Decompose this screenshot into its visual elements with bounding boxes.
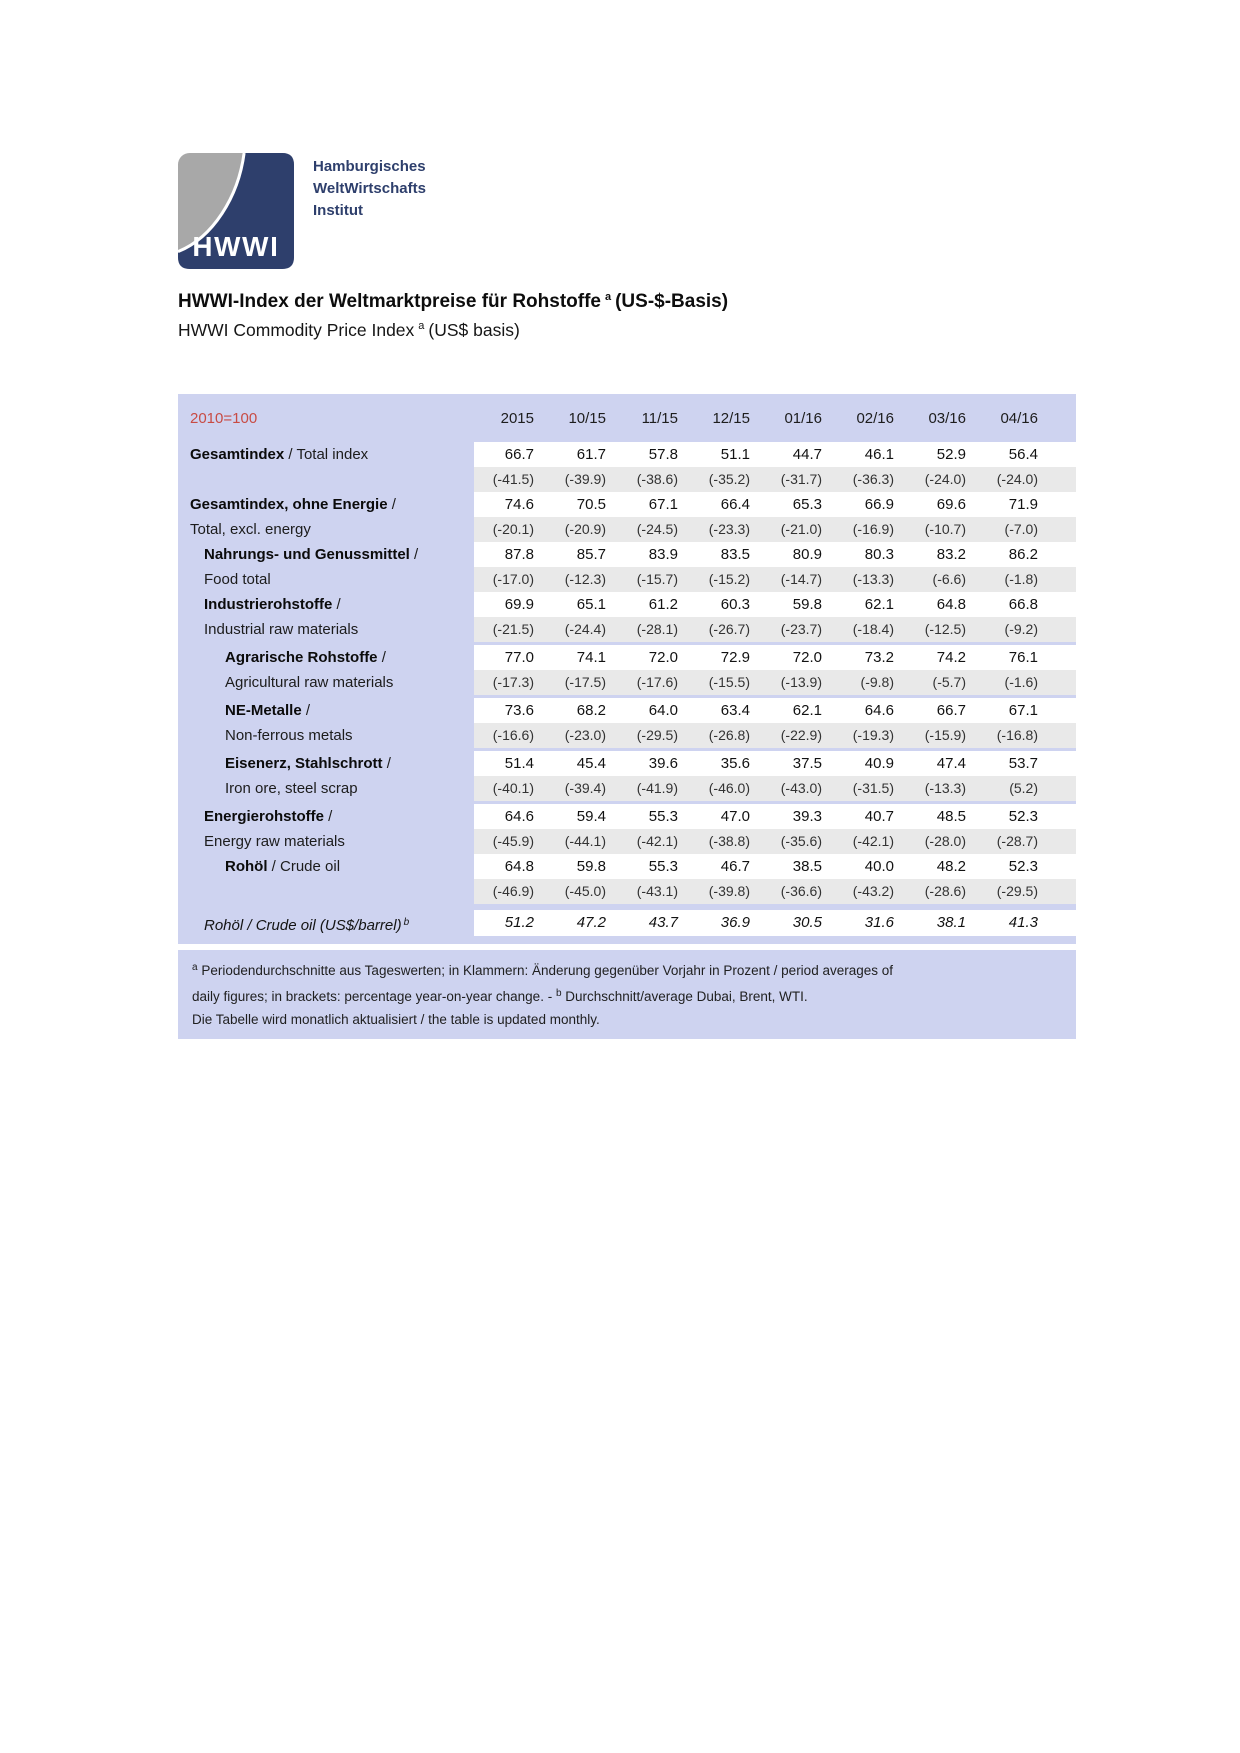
row-label-de-bold: Eisenerz, Stahlschrott <box>225 755 383 772</box>
index-value-cell: 83.2 <box>906 542 978 567</box>
index-value-cell: 71.9 <box>978 492 1050 517</box>
table-row-group <box>178 442 1076 492</box>
footnote-line-1 <box>192 956 1062 982</box>
oil-usd-row-group <box>178 910 1076 936</box>
index-value-cell: 74.1 <box>546 645 618 670</box>
row-label-de <box>178 442 474 467</box>
yoy-change-cell: (-26.7) <box>690 617 762 642</box>
yoy-change-cell: (-38.6) <box>618 467 690 492</box>
yoy-change-cell: (-46.0) <box>690 776 762 801</box>
yoy-change-cell: (-14.7) <box>762 567 834 592</box>
row-filler <box>1050 592 1076 617</box>
row-label-en <box>178 467 474 492</box>
yoy-change-cell: (-44.1) <box>546 829 618 854</box>
index-value-cell: 52.3 <box>978 854 1050 879</box>
hwwi-logo-icon <box>178 152 294 270</box>
index-value-cell: 65.1 <box>546 592 618 617</box>
index-value-cell: 59.8 <box>762 592 834 617</box>
index-value-cell: 40.9 <box>834 751 906 776</box>
index-value-cell: 66.7 <box>474 442 546 467</box>
yoy-change-line <box>178 517 1076 542</box>
index-value-cell: 37.5 <box>762 751 834 776</box>
table-row-group <box>178 542 1076 592</box>
row-label-de <box>178 854 474 879</box>
oil-usd-line <box>178 910 1076 936</box>
yoy-change-cell: (-41.9) <box>618 776 690 801</box>
table-row-group <box>178 492 1076 542</box>
row-label-separator: / <box>409 546 419 563</box>
yoy-change-cell: (-9.2) <box>978 617 1050 642</box>
yoy-change-cell: (-24.4) <box>546 617 618 642</box>
yoy-change-cell: (-46.9) <box>474 879 546 904</box>
index-value-cell: 66.9 <box>834 492 906 517</box>
yoy-change-cell: (-24.5) <box>618 517 690 542</box>
index-value-cell: 72.9 <box>690 645 762 670</box>
org-line-3: Institut <box>313 202 363 219</box>
index-value-cell: 64.6 <box>474 804 546 829</box>
index-value-cell: 67.1 <box>978 698 1050 723</box>
row-label-de <box>178 698 474 723</box>
yoy-change-cell: (-20.9) <box>546 517 618 542</box>
yoy-change-cell: (-23.3) <box>690 517 762 542</box>
row-filler <box>1050 723 1076 748</box>
yoy-change-cell: (-13.3) <box>834 567 906 592</box>
column-header: 02/16 <box>856 409 894 427</box>
table-row-group <box>178 592 1076 642</box>
oil-usd-value-cell: 30.5 <box>762 910 834 936</box>
index-value-cell: 83.5 <box>690 542 762 567</box>
yoy-change-cell: (-36.3) <box>834 467 906 492</box>
row-label-separator: / Crude oil <box>267 858 341 875</box>
yoy-change-cell: (-45.9) <box>474 829 546 854</box>
commodity-price-table <box>178 394 1076 944</box>
footnote-text-2a: daily figures; in brackets: percentage year-on-year change. - <box>192 989 556 1004</box>
row-label-en: Total, excl. energy <box>190 521 311 538</box>
yoy-change-cell: (-41.5) <box>474 467 546 492</box>
yoy-change-cell: (-13.3) <box>906 776 978 801</box>
index-value-cell: 64.0 <box>618 698 690 723</box>
row-filler <box>1050 829 1076 854</box>
yoy-change-cell: (-36.6) <box>762 879 834 904</box>
row-label-separator: / Total index <box>284 446 369 463</box>
yoy-change-cell: (-12.3) <box>546 567 618 592</box>
index-value-cell: 48.2 <box>906 854 978 879</box>
index-value-cell: 48.5 <box>906 804 978 829</box>
oil-usd-value-cell: 51.2 <box>474 910 546 936</box>
oil-usd-value-cell: 47.2 <box>546 910 618 936</box>
yoy-change-cell: (-1.6) <box>978 670 1050 695</box>
index-value-cell: 70.5 <box>546 492 618 517</box>
column-header: 03/16 <box>928 409 966 427</box>
column-header: 2015 <box>500 409 534 427</box>
index-value-cell: 80.3 <box>834 542 906 567</box>
row-label-en: Iron ore, steel scrap <box>225 780 358 797</box>
index-value-cell: 69.6 <box>906 492 978 517</box>
row-filler <box>1050 776 1076 801</box>
index-value-cell: 72.0 <box>762 645 834 670</box>
org-line-2: WeltWirtschafts <box>313 180 426 197</box>
yoy-change-cell: (-15.7) <box>618 567 690 592</box>
index-value-cell: 83.9 <box>618 542 690 567</box>
oil-usd-label-text: Rohöl / Crude oil (US$/barrel) <box>204 917 402 934</box>
row-filler <box>1050 751 1076 776</box>
yoy-change-cell: (-31.5) <box>834 776 906 801</box>
logo-acronym-text: HWWI <box>192 231 280 263</box>
footnote-line-2 <box>192 982 1062 1008</box>
title-de-text: HWWI-Index der Weltmarktpreise für Rohstoffe <box>178 291 601 312</box>
yoy-change-cell: (-7.0) <box>978 517 1050 542</box>
row-label-de-bold: Gesamtindex <box>190 446 285 463</box>
row-label-de-bold: Agrarische Rohstoffe <box>225 649 378 666</box>
row-label-de-bold: Nahrungs- und Genussmittel <box>204 546 410 563</box>
index-value-line <box>178 592 1076 617</box>
row-label-de-bold: Industrierohstoffe <box>204 596 333 613</box>
row-label-de-bold: Energierohstoffe <box>204 808 325 825</box>
base-year-label: 2010=100 <box>190 409 258 427</box>
row-label-separator: / <box>324 808 333 825</box>
index-value-cell: 66.4 <box>690 492 762 517</box>
yoy-change-cell: (-21.0) <box>762 517 834 542</box>
yoy-change-cell: (-10.7) <box>906 517 978 542</box>
index-value-cell: 57.8 <box>618 442 690 467</box>
index-value-cell: 73.6 <box>474 698 546 723</box>
row-label-de-bold: NE-Metalle <box>225 702 302 719</box>
yoy-change-cell: (-39.8) <box>690 879 762 904</box>
yoy-change-cell: (-43.1) <box>618 879 690 904</box>
index-value-cell: 59.4 <box>546 804 618 829</box>
index-value-cell: 65.3 <box>762 492 834 517</box>
row-filler <box>1050 542 1076 567</box>
index-value-cell: 61.2 <box>618 592 690 617</box>
table-body <box>178 442 1076 936</box>
index-value-cell: 52.3 <box>978 804 1050 829</box>
index-value-line <box>178 492 1076 517</box>
index-value-line <box>178 804 1076 829</box>
yoy-change-cell: (-23.0) <box>546 723 618 748</box>
index-value-cell: 77.0 <box>474 645 546 670</box>
index-value-cell: 64.8 <box>474 854 546 879</box>
org-line-1: Hamburgisches <box>313 158 426 175</box>
row-label-de <box>178 751 474 776</box>
index-value-cell: 59.8 <box>546 854 618 879</box>
index-value-line <box>178 698 1076 723</box>
footnote-text-1: Periodendurchschnitte aus Tageswerten; in Klammern: Änderung gegenüber Vorjahr in Prozent / period averages of <box>201 963 893 978</box>
yoy-change-cell: (-29.5) <box>618 723 690 748</box>
index-value-cell: 39.6 <box>618 751 690 776</box>
page-title-en <box>178 320 520 341</box>
index-value-cell: 47.4 <box>906 751 978 776</box>
yoy-change-cell: (-24.0) <box>906 467 978 492</box>
column-header: 01/16 <box>784 409 822 427</box>
yoy-change-cell: (-18.4) <box>834 617 906 642</box>
footnote-text-2b: Durchschnitt/average Dubai, Brent, WTI. <box>561 989 808 1004</box>
row-label-separator: / <box>377 649 386 666</box>
row-label-en: Agricultural raw materials <box>225 674 394 691</box>
title-en-basis: (US$ basis) <box>428 320 520 340</box>
row-label-de-bold: Rohöl <box>225 858 268 875</box>
index-value-cell: 52.9 <box>906 442 978 467</box>
oil-usd-value-cell: 38.1 <box>906 910 978 936</box>
yoy-change-cell: (-16.8) <box>978 723 1050 748</box>
title-en-text: HWWI Commodity Price Index <box>178 320 415 340</box>
row-filler <box>1050 442 1076 467</box>
index-value-cell: 60.3 <box>690 592 762 617</box>
row-label-en: Non-ferrous metals <box>225 727 353 744</box>
footnote-marker-a: a <box>192 962 198 973</box>
index-value-cell: 46.1 <box>834 442 906 467</box>
yoy-change-cell: (-42.1) <box>834 829 906 854</box>
yoy-change-cell: (-42.1) <box>618 829 690 854</box>
oil-usd-value-cell: 36.9 <box>690 910 762 936</box>
index-value-cell: 61.7 <box>546 442 618 467</box>
oil-usd-footnote-marker: b <box>403 917 410 928</box>
index-value-line <box>178 854 1076 879</box>
yoy-change-cell: (-40.1) <box>474 776 546 801</box>
yoy-change-cell: (-17.3) <box>474 670 546 695</box>
index-value-line <box>178 442 1076 467</box>
index-value-line <box>178 751 1076 776</box>
footnote-line-3: Die Tabelle wird monatlich aktualisiert / the table is updated monthly. <box>192 1012 600 1027</box>
row-filler <box>1050 854 1076 879</box>
row-label-de <box>178 804 474 829</box>
row-filler <box>1050 910 1076 936</box>
index-value-cell: 53.7 <box>978 751 1050 776</box>
page-title-de <box>178 291 728 313</box>
yoy-change-cell: (-17.5) <box>546 670 618 695</box>
yoy-change-line <box>178 723 1076 748</box>
column-header: 04/16 <box>1000 409 1038 427</box>
row-label-de <box>178 592 474 617</box>
yoy-change-cell: (-43.2) <box>834 879 906 904</box>
index-value-cell: 56.4 <box>978 442 1050 467</box>
yoy-change-cell: (-26.8) <box>690 723 762 748</box>
yoy-change-cell: (-39.4) <box>546 776 618 801</box>
yoy-change-line <box>178 567 1076 592</box>
yoy-change-cell: (-20.1) <box>474 517 546 542</box>
oil-usd-value-cell: 43.7 <box>618 910 690 936</box>
index-value-cell: 69.9 <box>474 592 546 617</box>
yoy-change-cell: (-45.0) <box>546 879 618 904</box>
index-value-cell: 67.1 <box>618 492 690 517</box>
index-value-cell: 45.4 <box>546 751 618 776</box>
yoy-change-cell: (-35.6) <box>762 829 834 854</box>
yoy-change-cell: (-6.6) <box>906 567 978 592</box>
index-value-cell: 87.8 <box>474 542 546 567</box>
yoy-change-cell: (-28.7) <box>978 829 1050 854</box>
title-en-footnote-marker: a <box>418 320 425 332</box>
row-filler <box>1050 567 1076 592</box>
index-value-cell: 72.0 <box>618 645 690 670</box>
row-filler <box>1050 670 1076 695</box>
index-value-cell: 66.8 <box>978 592 1050 617</box>
row-filler <box>1050 804 1076 829</box>
yoy-change-cell: (-17.6) <box>618 670 690 695</box>
index-value-cell: 47.0 <box>690 804 762 829</box>
index-value-cell: 74.2 <box>906 645 978 670</box>
index-value-cell: 55.3 <box>618 854 690 879</box>
yoy-change-line <box>178 879 1076 904</box>
title-de-basis: (US-$-Basis) <box>615 291 729 312</box>
yoy-change-cell: (5.2) <box>978 776 1050 801</box>
table-row-group <box>178 698 1076 748</box>
yoy-change-cell: (-38.8) <box>690 829 762 854</box>
yoy-change-cell: (-21.5) <box>474 617 546 642</box>
row-label-de <box>178 542 474 567</box>
index-value-cell: 66.7 <box>906 698 978 723</box>
yoy-change-cell: (-28.6) <box>906 879 978 904</box>
row-label-en: Energy raw materials <box>204 833 345 850</box>
index-value-line <box>178 542 1076 567</box>
row-filler <box>1050 467 1076 492</box>
yoy-change-cell: (-5.7) <box>906 670 978 695</box>
index-value-cell: 39.3 <box>762 804 834 829</box>
oil-usd-value-cell: 41.3 <box>978 910 1050 936</box>
table-row-group <box>178 645 1076 695</box>
yoy-change-cell: (-22.9) <box>762 723 834 748</box>
index-value-cell: 35.6 <box>690 751 762 776</box>
oil-usd-value-cell: 31.6 <box>834 910 906 936</box>
table-header-row <box>178 394 1076 442</box>
index-value-cell: 51.4 <box>474 751 546 776</box>
index-value-cell: 73.2 <box>834 645 906 670</box>
row-label-en: Food total <box>204 571 271 588</box>
yoy-change-cell: (-16.9) <box>834 517 906 542</box>
index-value-cell: 64.6 <box>834 698 906 723</box>
yoy-change-line <box>178 617 1076 642</box>
yoy-change-cell: (-17.0) <box>474 567 546 592</box>
yoy-change-line <box>178 467 1076 492</box>
row-label-de-bold: Gesamtindex, ohne Energie <box>190 496 388 513</box>
yoy-change-cell: (-19.3) <box>834 723 906 748</box>
row-filler <box>1050 879 1076 904</box>
index-value-cell: 62.1 <box>834 592 906 617</box>
row-label-en: Industrial raw materials <box>204 621 359 638</box>
yoy-change-line <box>178 776 1076 801</box>
row-filler <box>1050 698 1076 723</box>
yoy-change-cell: (-23.7) <box>762 617 834 642</box>
index-value-cell: 74.6 <box>474 492 546 517</box>
footnote-marker-b: b <box>555 988 562 999</box>
row-filler <box>1050 645 1076 670</box>
row-label-de <box>178 492 474 517</box>
row-label-de <box>178 645 474 670</box>
yoy-change-cell: (-43.0) <box>762 776 834 801</box>
table-row-group <box>178 854 1076 904</box>
yoy-change-cell: (-24.0) <box>978 467 1050 492</box>
row-label-separator: / <box>387 496 396 513</box>
table-row-group <box>178 751 1076 801</box>
yoy-change-cell: (-12.5) <box>906 617 978 642</box>
hwwi-logo <box>178 152 294 270</box>
index-value-cell: 38.5 <box>762 854 834 879</box>
index-value-cell: 44.7 <box>762 442 834 467</box>
index-value-line <box>178 645 1076 670</box>
yoy-change-cell: (-39.9) <box>546 467 618 492</box>
yoy-change-cell: (-15.9) <box>906 723 978 748</box>
row-filler <box>1050 617 1076 642</box>
row-label-separator: / <box>332 596 341 613</box>
org-name <box>313 156 426 222</box>
index-value-cell: 68.2 <box>546 698 618 723</box>
yoy-change-cell: (-16.6) <box>474 723 546 748</box>
footnotes <box>178 950 1076 1039</box>
row-label-en <box>178 879 474 904</box>
title-de-footnote-marker: a <box>604 291 612 303</box>
yoy-change-cell: (-31.7) <box>762 467 834 492</box>
column-header: 12/15 <box>712 409 750 427</box>
yoy-change-cell: (-15.2) <box>690 567 762 592</box>
oil-usd-row-label <box>178 910 474 936</box>
index-value-cell: 64.8 <box>906 592 978 617</box>
table-row-group <box>178 804 1076 854</box>
row-label-separator: / <box>301 702 311 719</box>
index-value-cell: 40.0 <box>834 854 906 879</box>
yoy-change-cell: (-1.8) <box>978 567 1050 592</box>
yoy-change-cell: (-15.5) <box>690 670 762 695</box>
index-value-cell: 80.9 <box>762 542 834 567</box>
column-header: 11/15 <box>641 409 678 427</box>
row-label-separator: / <box>382 755 391 772</box>
yoy-change-line <box>178 670 1076 695</box>
index-value-cell: 76.1 <box>978 645 1050 670</box>
yoy-change-line <box>178 829 1076 854</box>
index-value-cell: 46.7 <box>690 854 762 879</box>
index-value-cell: 55.3 <box>618 804 690 829</box>
yoy-change-cell: (-13.9) <box>762 670 834 695</box>
index-value-cell: 51.1 <box>690 442 762 467</box>
yoy-change-cell: (-35.2) <box>690 467 762 492</box>
index-value-cell: 40.7 <box>834 804 906 829</box>
index-value-cell: 63.4 <box>690 698 762 723</box>
index-value-cell: 62.1 <box>762 698 834 723</box>
yoy-change-cell: (-28.0) <box>906 829 978 854</box>
index-value-cell: 85.7 <box>546 542 618 567</box>
index-value-cell: 86.2 <box>978 542 1050 567</box>
row-filler <box>1050 492 1076 517</box>
row-filler <box>1050 517 1076 542</box>
yoy-change-cell: (-28.1) <box>618 617 690 642</box>
yoy-change-cell: (-29.5) <box>978 879 1050 904</box>
yoy-change-cell: (-9.8) <box>834 670 906 695</box>
column-header: 10/15 <box>568 409 606 427</box>
